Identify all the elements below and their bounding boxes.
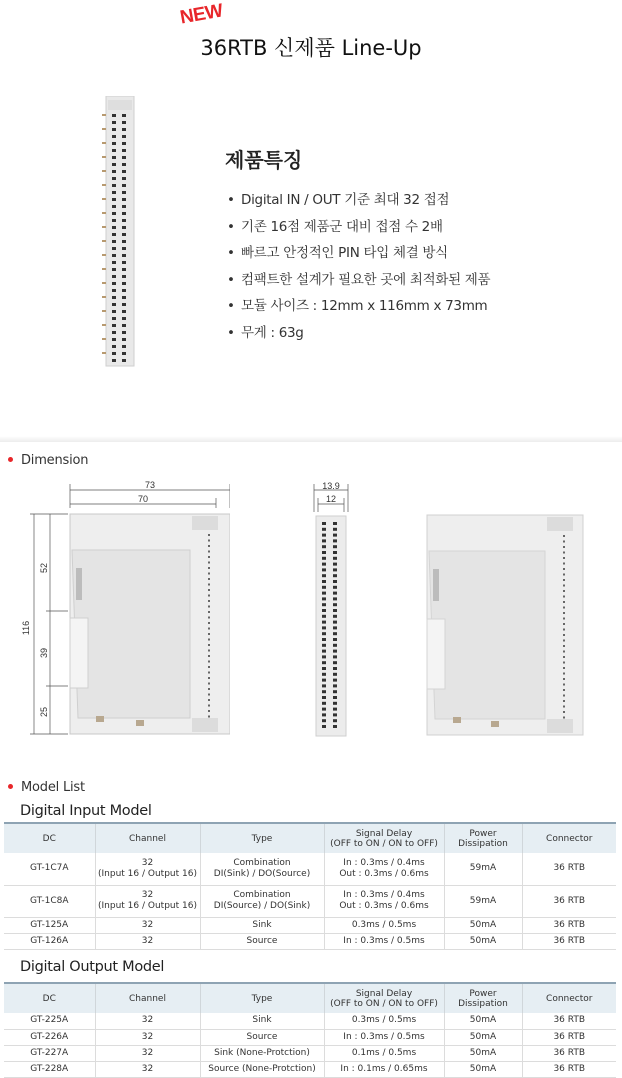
product-module-image bbox=[100, 96, 148, 368]
output-model-table bbox=[4, 982, 616, 1078]
feature-item: • 컴팩트한 설계가 필요한 곳에 최적화된 제품 bbox=[227, 267, 490, 294]
table-cell: 50mA bbox=[444, 1045, 522, 1061]
table-cell: In : 0.1ms / 0.65ms bbox=[324, 1061, 444, 1077]
table-cell: 36 RTB bbox=[522, 853, 616, 885]
table-header-cell: Type bbox=[200, 983, 324, 1013]
table-cell: 32 bbox=[95, 1061, 200, 1077]
table-cell: Combination DI(Sink) / DO(Source) bbox=[200, 853, 324, 885]
dim-39-label: 39 bbox=[39, 647, 49, 659]
table-cell: GT-1C8A bbox=[4, 885, 95, 917]
table-row bbox=[4, 1013, 616, 1029]
table-row bbox=[4, 917, 616, 933]
table-cell: GT-226A bbox=[4, 1029, 95, 1045]
table-cell: 50mA bbox=[444, 1061, 522, 1077]
table-row bbox=[4, 1045, 616, 1061]
dim-73-label: 73 bbox=[144, 480, 156, 490]
table-cell: 59mA bbox=[444, 853, 522, 885]
table-row bbox=[4, 853, 616, 885]
feature-item: • 모듈 사이즈 : 12mm x 116mm x 73mm bbox=[227, 293, 490, 320]
dim-25-label: 25 bbox=[39, 706, 49, 718]
output-model-title: Digital Output Model bbox=[20, 959, 165, 975]
table-cell: 32 bbox=[95, 1013, 200, 1029]
dim-12-label: 12 bbox=[325, 494, 337, 504]
table-row bbox=[4, 1061, 616, 1077]
table-cell: In : 0.3ms / 0.4ms Out : 0.3ms / 0.6ms bbox=[324, 885, 444, 917]
table-cell: 0.3ms / 0.5ms bbox=[324, 917, 444, 933]
features-heading: 제품특징 bbox=[225, 148, 303, 172]
table-cell: Source bbox=[200, 1029, 324, 1045]
new-badge: NEW bbox=[178, 0, 225, 29]
table-cell: Source (None-Protction) bbox=[200, 1061, 324, 1077]
table-cell: 32 (Input 16 / Output 16) bbox=[95, 885, 200, 917]
dimension-section-title: Dimension bbox=[8, 453, 88, 468]
table-cell: In : 0.3ms / 0.5ms bbox=[324, 1029, 444, 1045]
table-header-cell: Power Dissipation bbox=[444, 823, 522, 853]
table-cell: 36 RTB bbox=[522, 885, 616, 917]
table-cell: 0.3ms / 0.5ms bbox=[324, 1013, 444, 1029]
table-cell: Sink (None-Protction) bbox=[200, 1045, 324, 1061]
dimension-side-view bbox=[20, 478, 230, 740]
table-cell: 50mA bbox=[444, 1013, 522, 1029]
table-header-cell: DC bbox=[4, 823, 95, 853]
table-cell: 50mA bbox=[444, 933, 522, 949]
table-cell: 36 RTB bbox=[522, 917, 616, 933]
dim-13-9-label: 13.9 bbox=[322, 481, 340, 491]
table-cell: 36 RTB bbox=[522, 1045, 616, 1061]
bullet-dot-icon bbox=[8, 457, 13, 462]
table-cell: 32 bbox=[95, 1045, 200, 1061]
dim-116-label: 116 bbox=[21, 620, 31, 636]
table-header-cell: Connector bbox=[522, 823, 616, 853]
dimension-front-view bbox=[306, 480, 356, 740]
table-cell: 59mA bbox=[444, 885, 522, 917]
feature-item: • 무게 : 63g bbox=[227, 320, 490, 347]
feature-item: • Digital IN / OUT 기준 최대 32 접점 bbox=[227, 187, 490, 214]
table-header-cell: Signal Delay (OFF to ON / ON to OFF) bbox=[324, 823, 444, 853]
table-cell: GT-1C7A bbox=[4, 853, 95, 885]
table-cell: 32 bbox=[95, 1029, 200, 1045]
table-cell: 36 RTB bbox=[522, 933, 616, 949]
table-header-cell: Signal Delay (OFF to ON / ON to OFF) bbox=[324, 983, 444, 1013]
input-model-title: Digital Input Model bbox=[20, 803, 152, 819]
table-cell: 32 bbox=[95, 933, 200, 949]
table-cell: Combination DI(Source) / DO(Sink) bbox=[200, 885, 324, 917]
dim-70-label: 70 bbox=[137, 494, 149, 504]
feature-item: • 빠르고 안정적인 PIN 타입 체결 방식 bbox=[227, 240, 490, 267]
table-header-cell: Channel bbox=[95, 823, 200, 853]
table-cell: Source bbox=[200, 933, 324, 949]
table-cell: GT-228A bbox=[4, 1061, 95, 1077]
table-header-cell: Connector bbox=[522, 983, 616, 1013]
table-cell: 36 RTB bbox=[522, 1061, 616, 1077]
table-cell: 32 (Input 16 / Output 16) bbox=[95, 853, 200, 885]
table-row bbox=[4, 933, 616, 949]
table-cell: GT-125A bbox=[4, 917, 95, 933]
bullet-dot-icon bbox=[8, 784, 13, 789]
input-model-table bbox=[4, 822, 616, 950]
table-cell: Sink bbox=[200, 1013, 324, 1029]
table-cell: 0.1ms / 0.5ms bbox=[324, 1045, 444, 1061]
features-list bbox=[227, 187, 490, 346]
table-cell: GT-227A bbox=[4, 1045, 95, 1061]
table-cell: In : 0.3ms / 0.4ms Out : 0.3ms / 0.6ms bbox=[324, 853, 444, 885]
table-cell: 32 bbox=[95, 917, 200, 933]
table-cell: GT-225A bbox=[4, 1013, 95, 1029]
table-header-cell: Channel bbox=[95, 983, 200, 1013]
table-cell: 36 RTB bbox=[522, 1013, 616, 1029]
table-cell: 50mA bbox=[444, 917, 522, 933]
table-header-cell: Type bbox=[200, 823, 324, 853]
section-divider bbox=[0, 436, 622, 442]
table-cell: GT-126A bbox=[4, 933, 95, 949]
table-cell: In : 0.3ms / 0.5ms bbox=[324, 933, 444, 949]
table-row bbox=[4, 885, 616, 917]
table-cell: 36 RTB bbox=[522, 1029, 616, 1045]
model-list-section-title: Model List bbox=[8, 780, 85, 795]
table-header-cell: Power Dissipation bbox=[444, 983, 522, 1013]
page-title: 36RTB 신제품 Line-Up bbox=[200, 36, 422, 60]
table-header-cell: DC bbox=[4, 983, 95, 1013]
product-side-image bbox=[425, 513, 585, 737]
table-cell: 50mA bbox=[444, 1029, 522, 1045]
table-cell: Sink bbox=[200, 917, 324, 933]
dim-52-label: 52 bbox=[39, 562, 49, 574]
feature-item: • 기존 16점 제품군 대비 접점 수 2배 bbox=[227, 214, 490, 241]
table-row bbox=[4, 1029, 616, 1045]
